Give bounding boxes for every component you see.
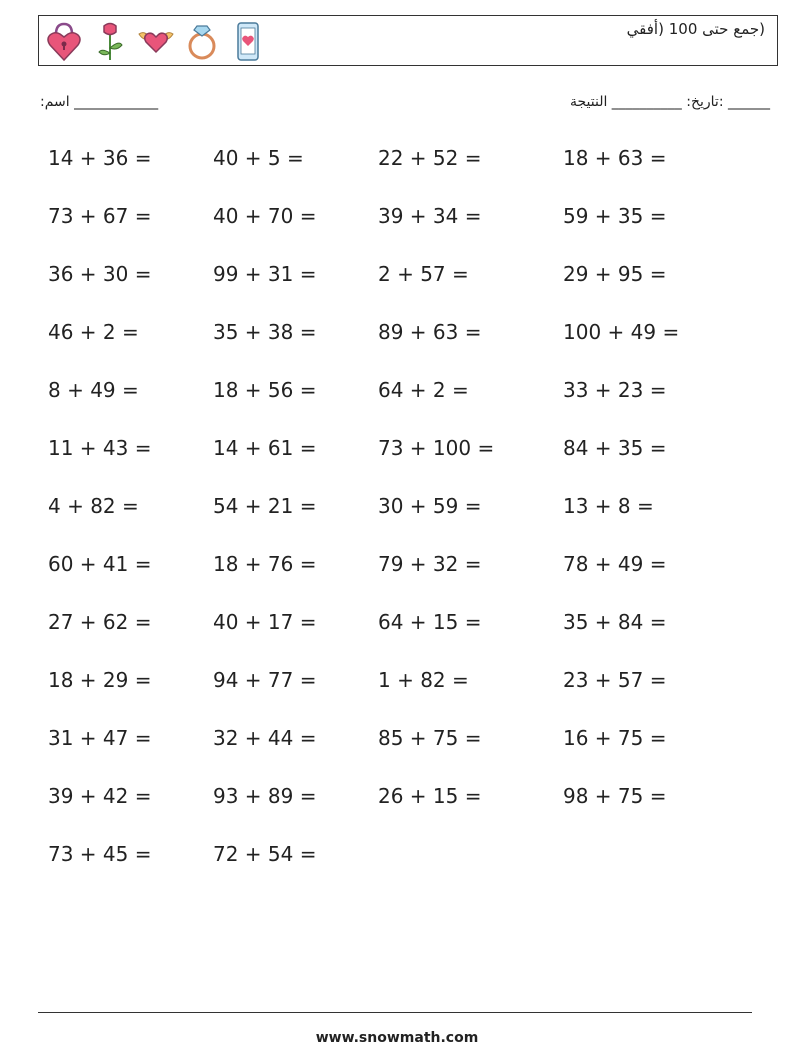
problem-item: 54 + 21 = xyxy=(213,494,317,518)
problem-item: 2 + 57 = xyxy=(378,262,469,286)
problem-item: 22 + 52 = xyxy=(378,146,482,170)
phone-heart-icon xyxy=(229,20,267,62)
problem-item: 78 + 49 = xyxy=(563,552,667,576)
problem-item: 46 + 2 = xyxy=(48,320,139,344)
problem-item: 4 + 82 = xyxy=(48,494,139,518)
problem-item: 39 + 42 = xyxy=(48,784,152,808)
footer-divider xyxy=(38,1012,752,1013)
problem-item: 36 + 30 = xyxy=(48,262,152,286)
problem-item: 31 + 47 = xyxy=(48,726,152,750)
problem-item: 89 + 63 = xyxy=(378,320,482,344)
problem-item: 85 + 75 = xyxy=(378,726,482,750)
problem-item: 59 + 35 = xyxy=(563,204,667,228)
problem-item: 23 + 57 = xyxy=(563,668,667,692)
problem-item: 11 + 43 = xyxy=(48,436,152,460)
problem-item: 99 + 31 = xyxy=(213,262,317,286)
problem-item: 98 + 75 = xyxy=(563,784,667,808)
problem-item: 60 + 41 = xyxy=(48,552,152,576)
problem-item: 64 + 15 = xyxy=(378,610,482,634)
problem-item: 40 + 5 = xyxy=(213,146,304,170)
problem-item: 35 + 84 = xyxy=(563,610,667,634)
header-box xyxy=(38,15,778,66)
problem-item: 13 + 8 = xyxy=(563,494,654,518)
footer-url: www.snowmath.com xyxy=(315,1030,479,1046)
problem-item: 16 + 75 = xyxy=(563,726,667,750)
heart-lock-icon xyxy=(45,20,83,62)
problem-item: 14 + 61 = xyxy=(213,436,317,460)
problem-item: 73 + 67 = xyxy=(48,204,152,228)
date-score-label: ______ :تاريخ: __________ النتيجة xyxy=(569,94,770,110)
problem-item: 18 + 76 = xyxy=(213,552,317,576)
problem-item: 18 + 29 = xyxy=(48,668,152,692)
ring-icon xyxy=(183,20,221,62)
problem-item: 18 + 63 = xyxy=(563,146,667,170)
problem-item: 93 + 89 = xyxy=(213,784,317,808)
problem-item: 30 + 59 = xyxy=(378,494,482,518)
problem-item: 32 + 44 = xyxy=(213,726,317,750)
problem-item: 33 + 23 = xyxy=(563,378,667,402)
problem-item: 14 + 36 = xyxy=(48,146,152,170)
problem-item: 64 + 2 = xyxy=(378,378,469,402)
problem-item: 72 + 54 = xyxy=(213,842,317,866)
problem-item: 27 + 62 = xyxy=(48,610,152,634)
problem-item: 18 + 56 = xyxy=(213,378,317,402)
problem-item: 40 + 70 = xyxy=(213,204,317,228)
problem-item: 8 + 49 = xyxy=(48,378,139,402)
winged-heart-icon xyxy=(137,20,175,62)
icon-strip xyxy=(45,20,267,62)
problem-item: 73 + 45 = xyxy=(48,842,152,866)
problem-item: 100 + 49 = xyxy=(563,320,680,344)
problem-item: 84 + 35 = xyxy=(563,436,667,460)
problem-item: 79 + 32 = xyxy=(378,552,482,576)
problem-item: 39 + 34 = xyxy=(378,204,482,228)
problem-item: 94 + 77 = xyxy=(213,668,317,692)
problem-item: 35 + 38 = xyxy=(213,320,317,344)
problem-item: 73 + 100 = xyxy=(378,436,495,460)
name-field-label: :اسم ____________ xyxy=(40,94,159,110)
page-title: (جمع حتى 100 (أفقي xyxy=(626,20,765,38)
problem-item: 40 + 17 = xyxy=(213,610,317,634)
rose-icon xyxy=(91,20,129,62)
problem-item: 29 + 95 = xyxy=(563,262,667,286)
problem-item: 1 + 82 = xyxy=(378,668,469,692)
problem-item: 26 + 15 = xyxy=(378,784,482,808)
